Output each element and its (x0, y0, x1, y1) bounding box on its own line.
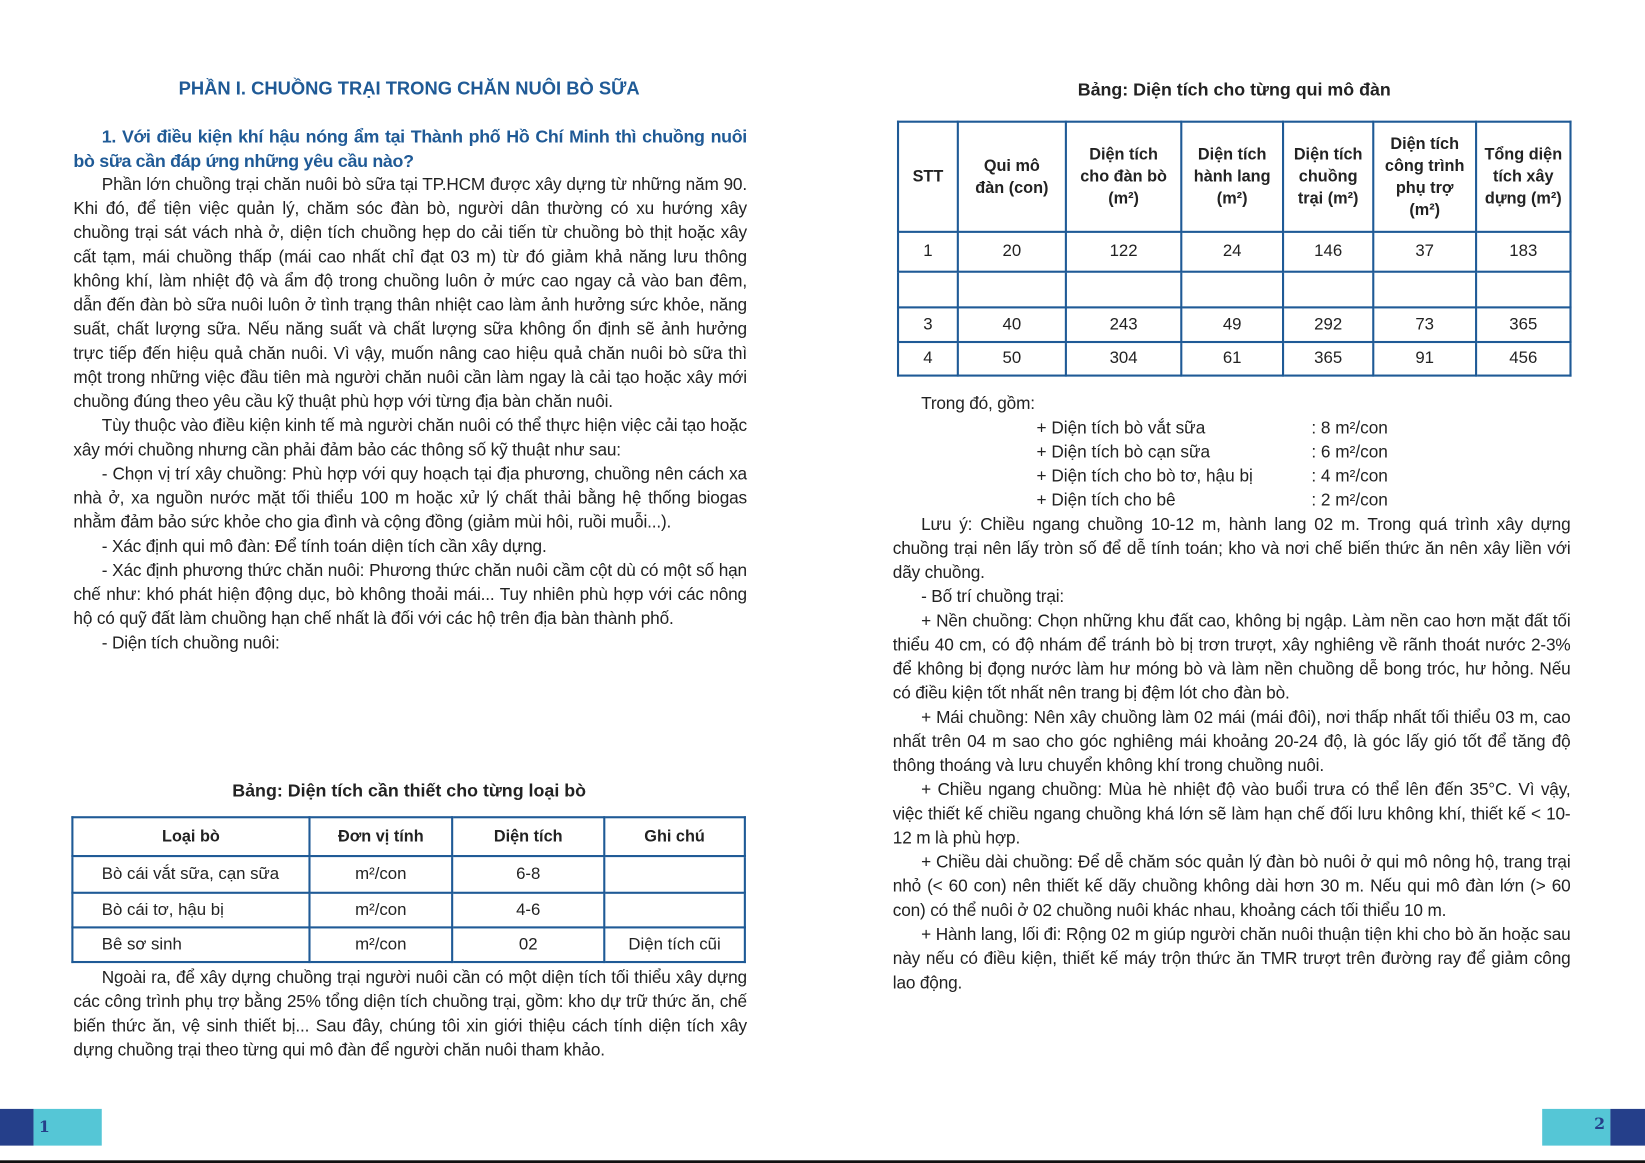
question-heading: 1. Với điều kiện khí hậu nóng ẩm tại Thành phố Hồ Chí Minh thì chuồng nuôi bò sữa cần đáp ứng những yêu cầu nào? (73, 126, 747, 172)
cell (604, 893, 745, 928)
list-item (1037, 416, 1457, 440)
cell: 243 (1066, 307, 1181, 342)
cell (1066, 272, 1181, 308)
cell: 02 (452, 927, 604, 962)
cell (958, 272, 1066, 308)
cell: m²/con (309, 927, 452, 962)
cell (604, 856, 745, 893)
paragraph: Tùy thuộc vào điều kiện kinh tế mà người chăn nuôi có thể thực hiện việc cải tạo hoặc xây mới chuồng nhưng cần phải đảm bảo các thông số kỹ thuật như sau: (73, 416, 747, 460)
cell: 3 (898, 307, 958, 342)
item-value: : 2 m²/con (1311, 490, 1388, 510)
area-per-cattle-table (71, 816, 746, 963)
header-cell: Tổng diện tích xây dựng (m²) (1476, 122, 1570, 232)
page-number: 2 (1594, 1114, 1606, 1134)
cell: 40 (958, 307, 1066, 342)
cell: 183 (1476, 232, 1570, 272)
page-number: 1 (38, 1117, 50, 1137)
table-header-row (898, 122, 1570, 232)
left-closing (73, 966, 747, 1063)
table-row (898, 307, 1570, 342)
cell (1476, 272, 1570, 308)
header-cell: STT (898, 122, 958, 232)
list-item (1037, 489, 1457, 513)
table-row (898, 232, 1570, 272)
cell: 365 (1283, 342, 1373, 376)
table-row (898, 342, 1570, 376)
paragraph: + Nền chuồng: Chọn những khu đất cao, không bị ngập. Làm nền cao hơn mặt đất tối thiểu 40 cm, có độ nhám để tránh bò bị trơn trượt, xây nghiêng về rãnh thoát nước 2-3% để không bị đọng nước làm hư móng bò và làm nền chuồng dễ bong tróc, hư hỏng. Nếu có điều kiện tốt nhất nên trang bị đệm lót cho đàn bò. (892, 611, 1571, 703)
table-header-row (72, 817, 744, 856)
page-marker-dark (1610, 1109, 1645, 1146)
cell: 4-6 (452, 893, 604, 928)
cell: Diện tích cũi (604, 927, 745, 962)
header-cell: Diện tích cho đàn bò (m²) (1066, 122, 1181, 232)
left-body (73, 125, 747, 656)
cell: 122 (1066, 232, 1181, 272)
item-value: : 8 m²/con (1311, 418, 1388, 438)
paragraph: + Hành lang, lối đi: Rộng 02 m giúp người chăn nuôi thuận tiện khi cho bò ăn hoặc sau này nếu có điều kiện, thiết kế máy trộn thức ăn TMR trượt trên đường ray để giảm công lao động. (892, 925, 1571, 993)
cell: Bò cái vắt sữa, cạn sữa (72, 856, 309, 893)
cell: 6-8 (452, 856, 604, 893)
table1-caption: Bảng: Diện tích cần thiết cho từng loại bò (232, 780, 587, 801)
item-label: + Diện tích bò cạn sữa (1036, 442, 1211, 462)
header-cell: Diện tích hành lang (m²) (1181, 122, 1283, 232)
cell (1373, 272, 1476, 308)
cell: 365 (1476, 307, 1570, 342)
header-cell: Diện tích công trình phụ trợ (m²) (1373, 122, 1476, 232)
list-item (1037, 441, 1457, 465)
cell: 292 (1283, 307, 1373, 342)
header-cell: Diện tích chuồng trại (m²) (1283, 122, 1373, 232)
header-cell: Diện tích (452, 817, 604, 856)
cell: 20 (958, 232, 1066, 272)
list-item (1037, 465, 1457, 489)
cell: 37 (1373, 232, 1476, 272)
cell: 146 (1283, 232, 1373, 272)
paragraph: + Chiều dài chuồng: Để dễ chăm sóc quản lý đàn bò nuôi ở qui mô nông hộ, trang trại nhỏ (< 60 con) nên thiết kế dãy chuồng không dài hơn 30 m. Nếu qui mô đàn lớn (> 60 con) có thể nuôi ở 02 chuồng nuôi khác nhau, khoảng cách tối thiểu 10 m. (892, 852, 1571, 921)
paragraph: - Xác định phương thức chăn nuôi: Phương thức chăn nuôi cầm cột dù có một số hạn chế như: khó phát hiện động dục, bò không thoải mái... Tuy nhiên phù hợp với các nông hộ có quỹ đất làm chuồng hạn chế nhất là đối với các hộ trên địa bàn thành phố. (73, 561, 747, 629)
cell: Bò cái tơ, hậu bị (72, 893, 309, 928)
item-value: : 6 m²/con (1311, 442, 1388, 462)
cell: 456 (1476, 342, 1570, 376)
cell: 304 (1066, 342, 1181, 376)
paragraph: - Xác định qui mô đàn: Để tính toán diện tích cần xây dựng. (101, 537, 547, 557)
includes-label: Trong đó, gồm: (921, 394, 1035, 414)
item-label: + Diện tích bò vắt sữa (1036, 418, 1206, 438)
cell: m²/con (309, 893, 452, 928)
area-per-herd-size-table (897, 121, 1572, 377)
paragraph: + Mái chuồng: Nên xây chuồng làm 02 mái (mái đôi), nơi thấp nhất tối thiểu 03 m, cao nhất trên 04 m sao cho góc nghiêng mái khoảng 20-24 độ, là góc lấy gió tốt để tăng độ thông thoáng và lưu chuyển không khí trong chuồng nuôi. (892, 708, 1571, 776)
table-row (72, 927, 744, 962)
paragraph: Phần lớn chuồng trại chăn nuôi bò sữa tại TP.HCM được xây dựng từ những năm 90. Khi đó, để tiện việc quản lý, chăm sóc đàn bò, người dân thường có xu hướng xây chuồng trại sát vách nhà ở, diện tích chuồng hẹp do cải tiến từ chuồng bò thịt hoặc xây cất tạm, mái chuồng thấp (mái cao nhất chỉ đạt 03 m) từ đó giảm khả năng lưu thông không khí, làm nhiệt độ và ẩm độ trong chuồng luôn ở mức cao ngay cả vào ban đêm, dẫn đến đàn bò sữa nuôi luôn ở tình trạng thân nhiệt cao làm ảnh hưởng sức khỏe, năng suất, chất lượng sữa. Nếu năng suất và chất lượng sữa không ổn định sẽ ảnh hưởng trực tiếp đến hiệu quả chăn nuôi. Vì vậy, muốn nâng cao hiệu quả chăn nuôi bò sữa thì một trong những việc đầu tiên mà người chăn nuôi cần làm ngay là cải tạo hoặc xây mới chuồng đúng theo yêu cầu kỹ thuật phù hợp với từng địa bàn chăn nuôi. (73, 175, 747, 412)
cell: 4 (898, 342, 958, 376)
cell: 1 (898, 232, 958, 272)
item-label: + Diện tích cho bê (1036, 490, 1176, 510)
page-marker-cyan (34, 1109, 102, 1146)
table-row (898, 272, 1570, 308)
item-value: : 4 m²/con (1311, 466, 1388, 486)
header-cell: Ghi chú (604, 817, 745, 856)
paragraph: Ngoài ra, để xây dựng chuồng trại người nuôi cần có một diện tích tối thiểu xây dựng các công trình phụ trợ bằng 25% tổng diện tích chuồng trại, gồm: kho dự trữ thức ăn, chế biến thức ăn, vệ sinh thiết bị... Sau đây, chúng tôi xin giới thiệu cách tính diện tích xây dựng chuồng trại theo từng qui mô đàn để người chăn nuôi tham khảo. (73, 968, 747, 1060)
cell: m²/con (309, 856, 452, 893)
cell: 49 (1181, 307, 1283, 342)
cell (898, 272, 958, 308)
cell: 50 (958, 342, 1066, 376)
paragraph: - Chọn vị trí xây chuồng: Phù hợp với quy hoạch tại địa phương, chuồng nên cách xa nhà ở, xa nguồn nước mặt tối thiểu 100 m hoặc xử lý chất thải bằng hệ thống biogas nhằm đảm bảo sức khỏe cho gia đình và cộng đồng (giảm mùi hôi, ruồi muỗi...). (73, 464, 747, 532)
cell: 91 (1373, 342, 1476, 376)
paragraph: Lưu ý: Chiều ngang chuồng 10-12 m, hành lang 02 m. Trong quá trình xây dựng chuồng trại nên lấy tròn số để dễ tính toán; kho và nơi chế biến thức ăn nên xây liền với dãy chuồng. (892, 515, 1571, 583)
paragraph: + Chiều ngang chuồng: Mùa hè nhiệt độ vào buổi trưa có thể lên đến 35°C. Vì vậy, việc thiết kế chiều ngang chuồng khá lớn sẽ làm hạn chế đối lưu không khí, thiết kế < 10-12 m là phù hợp. (892, 780, 1571, 848)
header-cell: Loại bò (72, 817, 309, 856)
table2-caption: Bảng: Diện tích cho từng qui mô đàn (1077, 79, 1391, 100)
cell: 61 (1181, 342, 1283, 376)
page-marker-cyan (1542, 1109, 1610, 1146)
table-row (72, 856, 744, 893)
header-cell: Đơn vị tính (309, 817, 452, 856)
cell (1181, 272, 1283, 308)
cell: 24 (1181, 232, 1283, 272)
cell: Bê sơ sinh (72, 927, 309, 962)
item-label: + Diện tích cho bò tơ, hậu bị (1036, 466, 1253, 486)
cell (1283, 272, 1373, 308)
table-row (72, 893, 744, 928)
paragraph: - Bố trí chuồng trại: (921, 587, 1065, 607)
right-body (893, 513, 1571, 996)
header-cell: Qui mô đàn (con) (958, 122, 1066, 232)
paragraph: - Diện tích chuồng nuôi: (101, 633, 280, 653)
cell: 73 (1373, 307, 1476, 342)
includes-list (1037, 416, 1457, 513)
page-marker-dark (0, 1109, 34, 1146)
part-title: PHẦN I. CHUỒNG TRẠI TRONG CHĂN NUÔI BÒ SỮA (178, 77, 640, 99)
